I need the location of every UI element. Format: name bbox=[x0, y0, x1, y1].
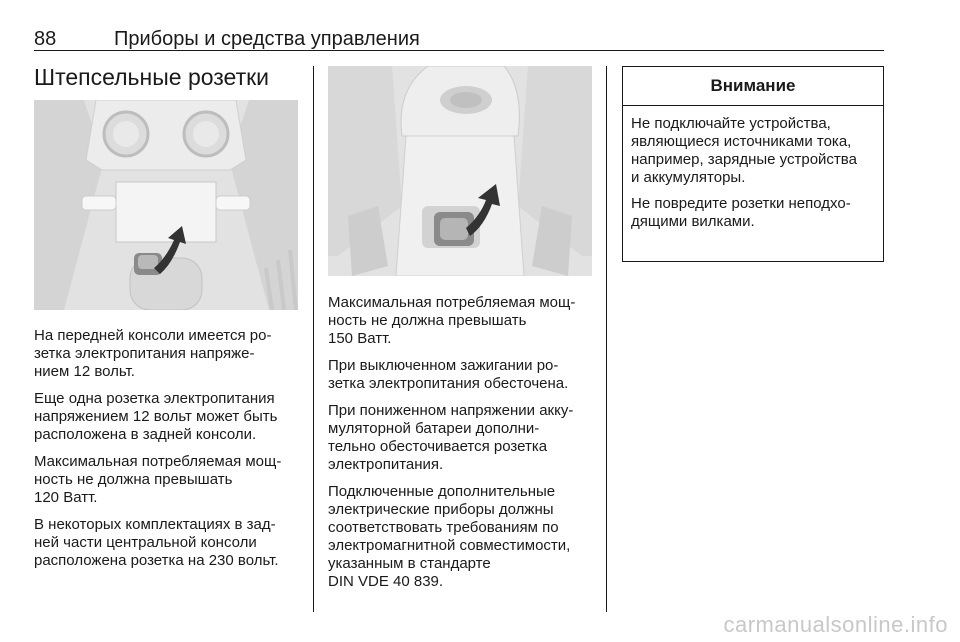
paragraph: Максимальная потребляемая мощ- ность не должна превышать 120 Ватт. bbox=[34, 453, 282, 506]
column-divider-2 bbox=[606, 66, 607, 612]
front-console-drawing bbox=[34, 100, 298, 310]
warning-notice bbox=[622, 66, 884, 262]
paragraph: Еще одна розетка электропитания напряжением 12 вольт может быть расположена в задней консоли. bbox=[34, 390, 278, 443]
paragraph: Максимальная потребляемая мощ- ность не должна превышать 150 Ватт. bbox=[328, 294, 576, 347]
notice-title: Внимание bbox=[623, 67, 883, 106]
column-1-text bbox=[34, 327, 306, 579]
column-divider-1 bbox=[313, 66, 314, 612]
notice-paragraph: Не подключайте устройства, являющиеся источниками тока, например, зарядные устройства и аккумуляторы. bbox=[631, 115, 857, 186]
section-title: Штепсельные розетки bbox=[34, 64, 270, 90]
column-2-text bbox=[328, 294, 602, 600]
paragraph: При выключенном зажигании ро- зетка электропитания обесточена. bbox=[328, 357, 569, 392]
front-console-illustration bbox=[34, 100, 298, 310]
watermark: carmanualsonline.info bbox=[723, 612, 948, 637]
rear-console-drawing bbox=[328, 66, 592, 276]
paragraph: Подключенные дополнительные электрические приборы должны соответствовать требованиям по электромагнитной совместимости, указанным в стандарте DIN VDE 40 839. bbox=[328, 483, 571, 590]
paragraph: При пониженном напряжении акку- муляторной батареи дополни- тельно обесточивается розетка электропитания. bbox=[328, 402, 574, 473]
rear-console-illustration bbox=[328, 66, 592, 276]
header-rule bbox=[34, 50, 884, 51]
paragraph: В некоторых комплектациях в зад- ней части центральной консоли расположена розетка на 230 вольт. bbox=[34, 516, 279, 569]
chapter-title: Приборы и средства управления bbox=[114, 28, 420, 50]
page-number: 88 bbox=[34, 28, 57, 50]
paragraph: На передней консоли имеется ро- зетка электропитания напряже- нием 12 вольт. bbox=[34, 327, 272, 380]
notice-paragraph: Не повредите розетки неподхо- дящими вилками. bbox=[631, 195, 851, 230]
notice-body bbox=[623, 106, 883, 231]
